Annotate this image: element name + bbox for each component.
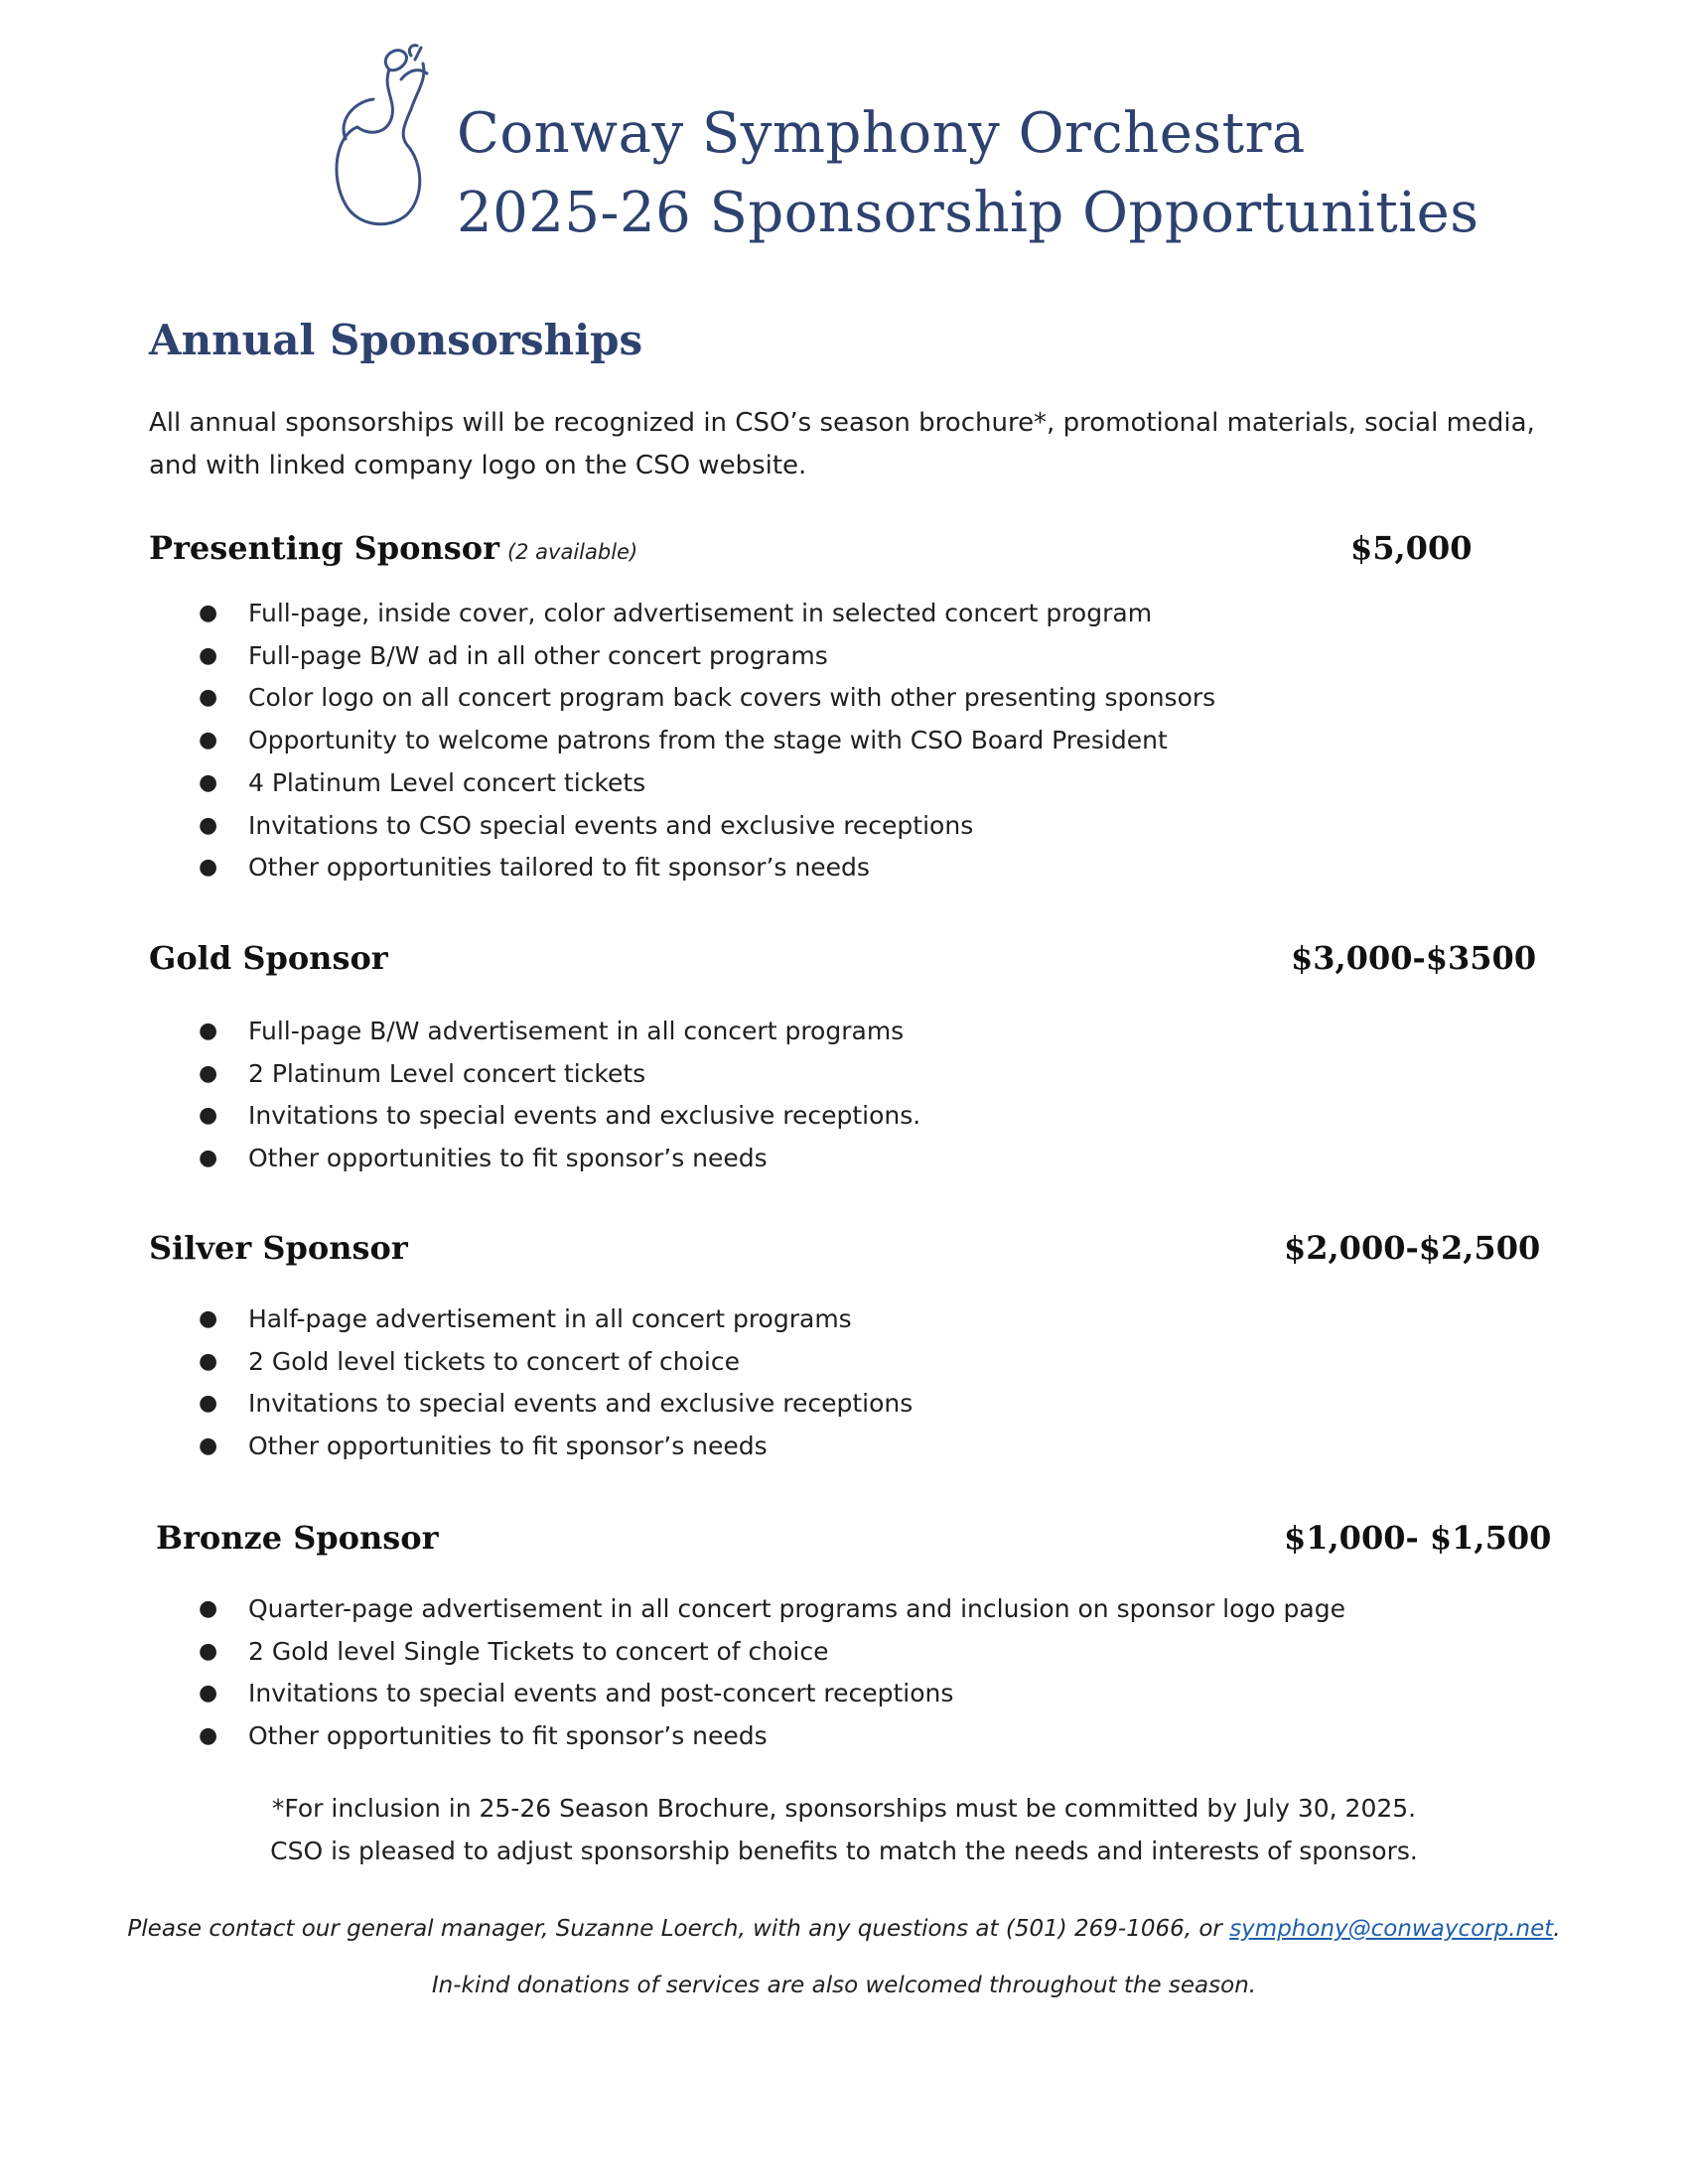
tier-presenting xyxy=(149,529,1559,889)
list-item xyxy=(149,1426,1559,1468)
violin-logo-icon xyxy=(328,40,437,238)
list-item xyxy=(149,1011,1559,1053)
list-item xyxy=(149,1383,1559,1426)
benefit-text: Full-page B/W advertisement in all concert programs xyxy=(248,1017,905,1045)
contact-text: Please contact our general manager, Suzanne Loerch, with any questions at (501) 269-1066, or xyxy=(127,1916,1230,1942)
benefit-text: Other opportunities tailored to fit sponsor’s needs xyxy=(248,853,870,883)
bullet-icon: ● xyxy=(199,1146,218,1171)
benefit-text: Invitations to CSO special events and exclusive receptions xyxy=(248,810,974,840)
benefit-text: Full-page B/W ad in all other concert programs xyxy=(248,640,828,670)
benefit-list xyxy=(149,1298,1559,1468)
tier-name xyxy=(149,529,637,567)
benefit-list xyxy=(149,1011,1559,1180)
benefit-text: Invitations to special events and post-concert receptions xyxy=(248,1679,954,1708)
adjustment-note: CSO is pleased to adjust sponsorship benefits to match the needs and interests of sponsors. xyxy=(270,1837,1418,1865)
benefit-text: 2 Gold level Single Tickets to concert of choice xyxy=(248,1636,829,1666)
tier-header xyxy=(149,529,1559,579)
list-item xyxy=(149,635,1559,678)
benefit-text: Color logo on all concert program back covers with other presenting sponsors xyxy=(248,683,1216,713)
tier-gold xyxy=(149,939,1559,1180)
list-item xyxy=(149,847,1559,889)
tier-header xyxy=(149,939,1559,989)
tier-name: Silver Sponsor xyxy=(149,1229,408,1267)
bullet-icon: ● xyxy=(199,1348,218,1374)
intro-paragraph: All annual sponsorships will be recognized in CSO’s season brochure*, promotional materials, social media, and with linked company logo on the CSO website. xyxy=(149,408,1535,480)
tier-price: $5,000 xyxy=(1350,529,1473,567)
bullet-icon: ● xyxy=(199,1433,218,1459)
benefit-text: Quarter-page advertisement in all concert programs and inclusion on sponsor logo page xyxy=(248,1594,1345,1623)
tier-silver xyxy=(149,1229,1559,1468)
list-item xyxy=(149,1631,1566,1674)
benefit-text: Half-page advertisement in all concert programs xyxy=(248,1304,852,1333)
bullet-icon: ● xyxy=(199,1638,218,1664)
bullet-icon: ● xyxy=(199,1103,218,1129)
tier-name: Bronze Sponsor xyxy=(156,1519,439,1557)
list-item xyxy=(149,1053,1559,1096)
benefit-text: Invitations to special events and exclusive receptions xyxy=(248,1389,914,1419)
bullet-icon: ● xyxy=(199,1681,218,1706)
list-item xyxy=(149,593,1559,635)
email-link[interactable]: symphony@conwaycorp.net xyxy=(1229,1916,1554,1942)
list-item xyxy=(149,762,1559,805)
tier-price: $3,000-$3500 xyxy=(1291,939,1537,977)
bullet-icon: ● xyxy=(199,812,218,838)
section-heading: Annual Sponsorships xyxy=(149,316,643,364)
bullet-icon: ● xyxy=(199,1391,218,1417)
benefit-text: 4 Platinum Level concert tickets xyxy=(248,767,646,797)
inkind-note: In-kind donations of services are also welcomed throughout the season. xyxy=(431,1973,1257,1998)
benefit-text: Other opportunities to fit sponsor’s needs xyxy=(248,1144,768,1173)
list-item xyxy=(149,677,1559,720)
tier-bronze xyxy=(156,1519,1566,1758)
benefit-text: 2 Platinum Level concert tickets xyxy=(248,1058,646,1088)
list-item xyxy=(149,805,1559,848)
list-item xyxy=(149,1298,1559,1341)
bullet-icon: ● xyxy=(199,642,218,668)
bullet-icon: ● xyxy=(199,1596,218,1621)
header xyxy=(328,40,1479,258)
bullet-icon: ● xyxy=(199,1019,218,1043)
benefit-list xyxy=(149,593,1559,889)
title-line-1: Conway Symphony Orchestra xyxy=(457,101,1306,166)
title-line-2: 2025-26 Sponsorship Opportunities xyxy=(457,181,1479,245)
availability-note: (2 available) xyxy=(506,540,638,564)
bullet-icon: ● xyxy=(199,769,218,795)
bullet-icon: ● xyxy=(199,728,218,753)
list-item xyxy=(149,1095,1559,1138)
list-item xyxy=(149,1715,1566,1758)
list-item xyxy=(149,1673,1566,1715)
benefit-text: Invitations to special events and exclusive receptions. xyxy=(248,1101,921,1131)
benefit-text: Opportunity to welcome patrons from the stage with CSO Board President xyxy=(248,726,1168,755)
contact-line xyxy=(0,1916,1688,1942)
benefit-text: Full-page, inside cover, color advertisement in selected concert program xyxy=(248,599,1153,627)
list-item xyxy=(149,1138,1559,1180)
deadline-note: *For inclusion in 25-26 Season Brochure, sponsorships must be committed by July 30, 2025. xyxy=(271,1794,1417,1823)
title-block xyxy=(457,94,1479,253)
list-item xyxy=(149,1341,1559,1384)
bullet-icon: ● xyxy=(199,1723,218,1749)
benefit-text: Other opportunities to fit sponsor’s needs xyxy=(248,1432,768,1461)
tier-name: Gold Sponsor xyxy=(149,939,388,977)
list-item xyxy=(149,1588,1566,1631)
bullet-icon: ● xyxy=(199,685,218,711)
tier-price: $1,000- $1,500 xyxy=(1284,1519,1552,1557)
tier-header xyxy=(149,1229,1559,1279)
bullet-icon: ● xyxy=(199,855,218,881)
bullet-icon: ● xyxy=(199,601,218,625)
benefit-list xyxy=(149,1588,1566,1758)
benefit-text: Other opportunities to fit sponsor’s needs xyxy=(248,1721,768,1751)
bullet-icon: ● xyxy=(199,1306,218,1331)
bullet-icon: ● xyxy=(199,1060,218,1086)
tier-name-text: Presenting Sponsor xyxy=(149,529,499,567)
list-item xyxy=(149,720,1559,762)
contact-trailing: . xyxy=(1553,1916,1561,1942)
tier-header xyxy=(156,1519,1566,1569)
benefit-text: 2 Gold level tickets to concert of choice xyxy=(248,1346,740,1376)
tier-price: $2,000-$2,500 xyxy=(1284,1229,1541,1267)
